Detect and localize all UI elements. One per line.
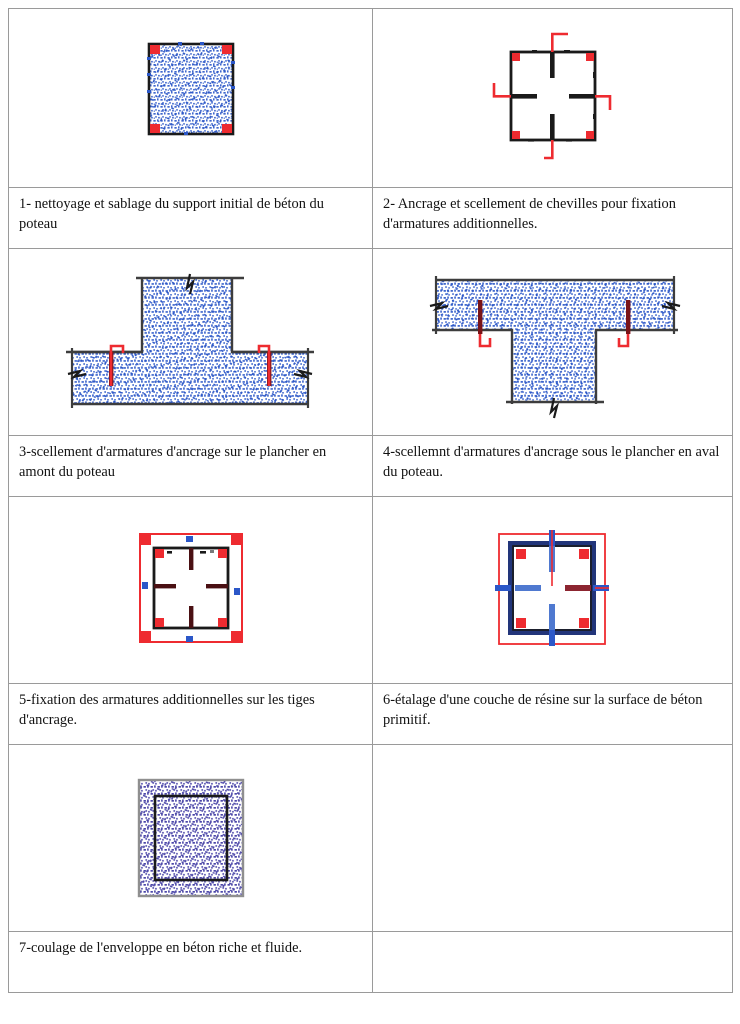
figure-cell-step-6 — [373, 497, 733, 684]
column-with-resin-layer-figure — [373, 497, 732, 683]
column-with-anchor-dowels-icon — [488, 28, 618, 168]
figure-cell-step-5 — [9, 497, 373, 684]
caption-cell-step-6 — [373, 684, 733, 745]
tee-section-anchors-above-slab-icon — [46, 254, 336, 430]
caption-cell-step-7 — [9, 932, 373, 993]
column-with-anchor-dowels-figure — [373, 9, 732, 187]
caption-step-4: 4-scellemnt d'armatures d'ancrage sous le plancher en aval du poteau. — [383, 444, 720, 480]
caption-step-6: 6-étalage d'une couche de résine sur la surface de béton primitif. — [383, 692, 703, 728]
caption-step-3: 3-scellement d'armatures d'ancrage sur le plancher en amont du poteau — [19, 444, 327, 480]
column-with-additional-reinforcement-cage-figure — [9, 497, 372, 683]
figure-cell-step-1 — [9, 9, 373, 188]
caption-step-1: 1- nettoyage et sablage du support initial de béton du poteau — [19, 196, 324, 232]
column-cross-section-cleaned-icon — [132, 28, 250, 168]
inverted-tee-section-anchors-below-slab-icon — [408, 254, 698, 430]
caption-cell-step-5 — [9, 684, 373, 745]
caption-step-5: 5-fixation des armatures additionnelles sur les tiges d'ancrage. — [19, 692, 315, 728]
figure-cell-empty-right — [373, 745, 733, 932]
inverted-tee-section-anchors-below-slab-figure — [373, 249, 732, 435]
table-row — [9, 497, 733, 684]
figure-cell-step-2 — [373, 9, 733, 188]
table-row — [9, 745, 733, 932]
empty-cell — [373, 745, 732, 931]
table-row — [9, 436, 733, 497]
tee-section-anchors-above-slab-figure — [9, 249, 372, 435]
figure-cell-step-3 — [9, 249, 373, 436]
column-with-concrete-jacket-figure — [9, 745, 372, 931]
table-row — [9, 932, 733, 993]
figure-cell-step-7 — [9, 745, 373, 932]
column-with-concrete-jacket-icon — [129, 764, 253, 912]
table-row — [9, 249, 733, 436]
caption-cell-step-4 — [373, 436, 733, 497]
table-row — [9, 9, 733, 188]
figure-cell-step-4 — [373, 249, 733, 436]
column-with-resin-layer-icon — [483, 520, 623, 660]
caption-step-2: 2- Ancrage et scellement de chevilles pour fixation d'armatures additionnelles. — [383, 196, 676, 232]
column-cross-section-cleaned-figure — [9, 9, 372, 187]
caption-cell-empty-right — [373, 932, 733, 993]
caption-step-7: 7-coulage de l'enveloppe en béton riche et fluide. — [19, 940, 303, 956]
empty-caption-cell — [373, 932, 732, 992]
table-row — [9, 684, 733, 745]
caption-cell-step-2 — [373, 188, 733, 249]
column-with-additional-reinforcement-cage-icon — [126, 520, 256, 660]
caption-cell-step-1 — [9, 188, 373, 249]
procedure-table — [8, 8, 733, 993]
table-row — [9, 188, 733, 249]
caption-cell-step-3 — [9, 436, 373, 497]
